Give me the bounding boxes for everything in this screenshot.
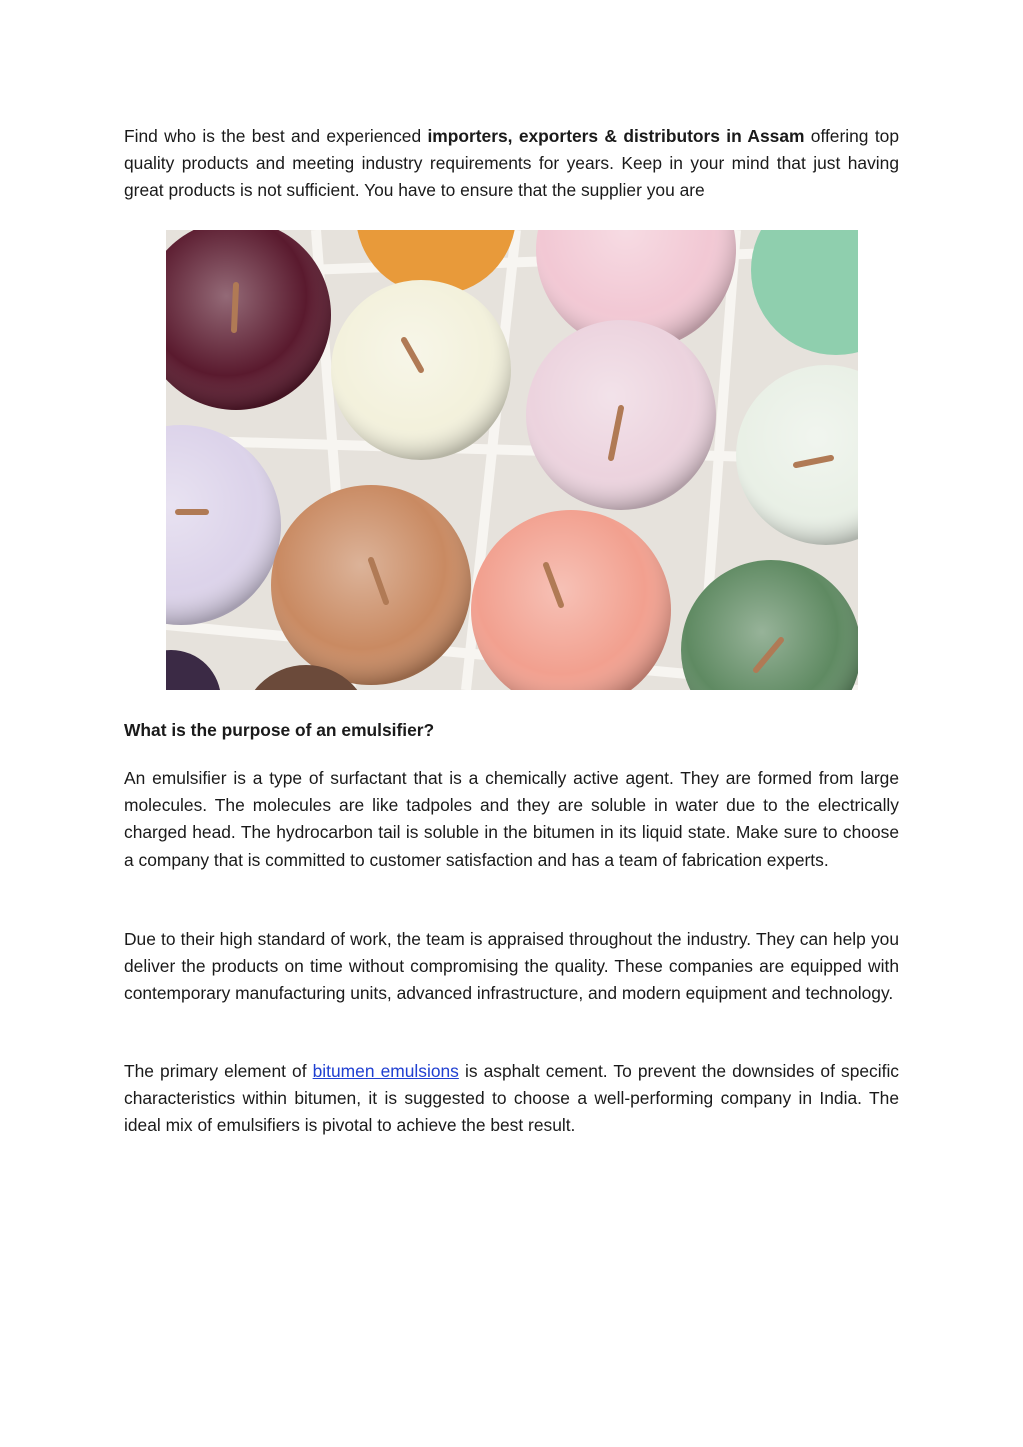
bitumen-lead-text: The primary element of bbox=[124, 1061, 313, 1081]
candles-illustration bbox=[166, 230, 858, 690]
bitumen-emulsions-link[interactable]: bitumen emulsions bbox=[312, 1061, 459, 1081]
intro-bold-text: importers, exporters & distributors in Assam bbox=[427, 126, 805, 146]
bitumen-paragraph bbox=[124, 1058, 899, 1140]
candles-photo bbox=[166, 230, 858, 690]
section-heading: What is the purpose of an emulsifier? bbox=[124, 720, 435, 740]
bitumen-tail-text: is asphalt cement. To prevent the downsides of specific characteristics within bitumen, it is suggested to choose a well-performing company in India. The ideal mix of emulsifiers is pivotal to achieve the best result. bbox=[124, 1061, 900, 1136]
intro-lead-text: Find who is the best and experienced bbox=[124, 126, 428, 146]
intro-paragraph bbox=[124, 123, 899, 205]
team-paragraph: Due to their high standard of work, the team is appraised throughout the industry. They can help you deliver the products on time without compromising the quality. These companies are equipped with contemporary manufacturing units, advanced infrastructure, and modern equipment and technology. bbox=[124, 929, 899, 1004]
intro-tail-text: offering top quality products and meeting industry requirements for years. Keep in your mind that just having great products is not sufficient. You have to ensure that the supplier you are bbox=[124, 126, 899, 201]
emulsifier-paragraph: An emulsifier is a type of surfactant that is a chemically active agent. They are formed from large molecules. The molecules are like tadpoles and they are soluble in water due to the electrically charged head. The hydrocarbon tail is soluble in the bitumen in its liquid state. Make sure to choose a company that is committed to customer satisfaction and has a team of fabrication experts. bbox=[124, 768, 899, 870]
